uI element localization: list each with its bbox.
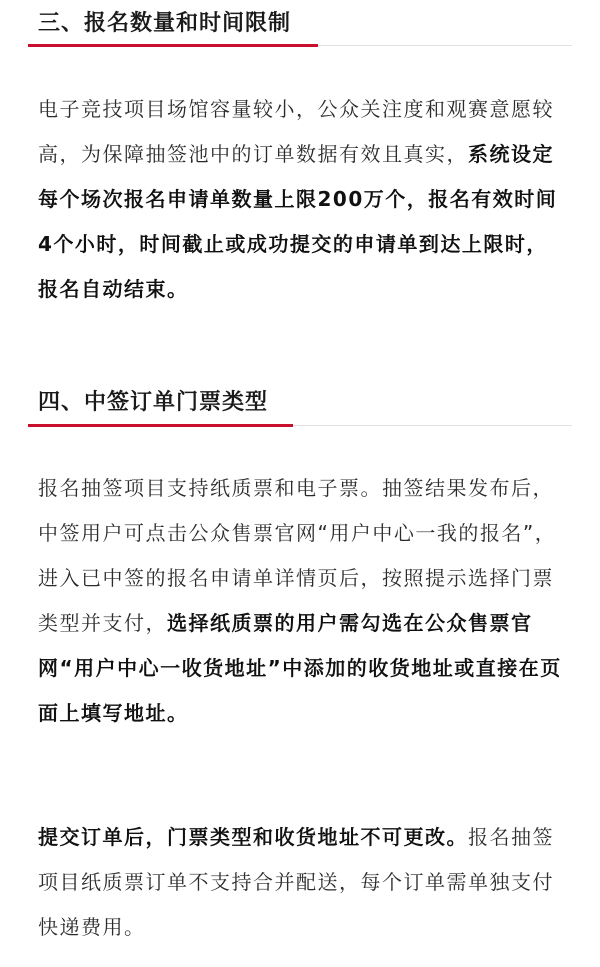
section-4-bold-notice: 提交订单后，门票类型和收货地址不可更改。 bbox=[38, 825, 468, 849]
section-4-bold-text: 选择纸质票的用户需勾选在公众售票官网“用户中心一收货地址”中添加的收货地址或直接在页面上填写地址。 bbox=[38, 611, 562, 725]
section-4-paragraph-2 bbox=[38, 815, 564, 950]
section-4-paragraph-1 bbox=[38, 466, 564, 736]
section-3-title: 三、报名数量和时间限制 bbox=[38, 11, 292, 36]
section-4-title: 四、中签订单门票类型 bbox=[38, 390, 269, 415]
section-3-text: 电子竞技项目场馆容量较小，公众关注度和观赛意愿较高，为保障抽签池中的订单数据有效且真实， bbox=[38, 97, 554, 166]
section-3-accent-underline bbox=[28, 44, 318, 47]
section-4-notice-text: 报名抽签项目纸质票订单不支持合并配送，每个订单需单独支付快递费用。 bbox=[38, 825, 554, 939]
section-4-accent-underline bbox=[28, 424, 293, 427]
section-3-bold-text: 系统设定每个场次报名申请单数量上限200万个，报名有效时间4个小时，时间截止或成功提交的申请单到达上限时，报名自动结束。 bbox=[38, 142, 558, 301]
section-3-paragraph bbox=[38, 87, 564, 312]
section-4-text: 报名抽签项目支持纸质票和电子票。抽签结果发布后，中签用户可点击公众售票官网“用户中心一我的报名”，进入已中签的报名申请单详情页后，按照提示选择门票类型并支付， bbox=[38, 476, 557, 635]
